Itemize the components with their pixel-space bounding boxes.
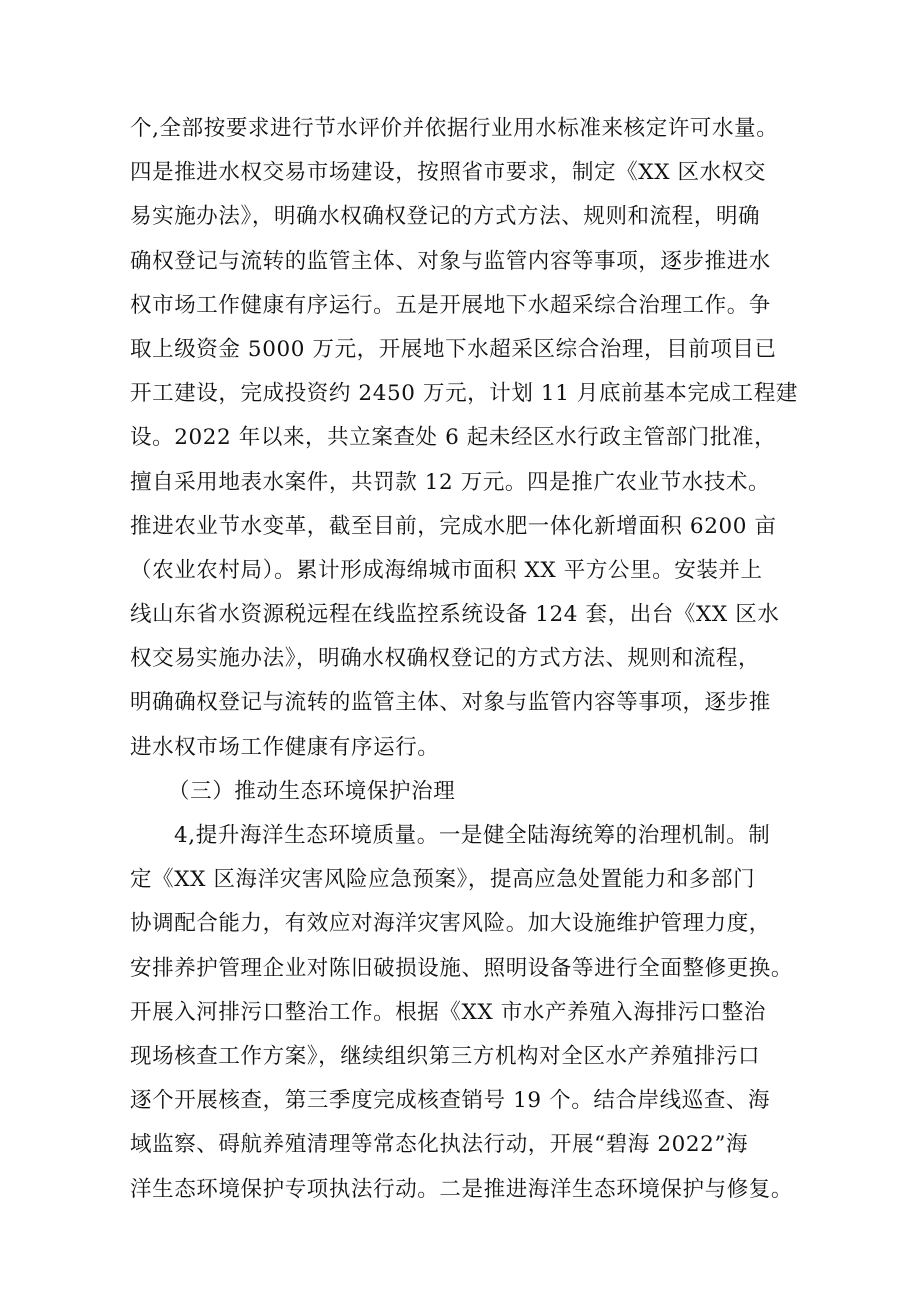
body-line: 安排养护管理企业对陈旧破损设施、照明设备等进行全面整修更换。 xyxy=(130,955,794,981)
body-line: 推进农业节水变革，截至目前，完成水肥一体化新增面积 6200 亩 xyxy=(130,513,777,539)
body-line: 定《XX 区海洋灾害风险应急预案》，提高应急处置能力和多部门 xyxy=(130,867,756,893)
body-line: 开工建设，完成投资约 2450 万元，计划 11 月底前基本完成工程建 xyxy=(130,381,798,407)
body-line: 取上级资金 5000 万元，开展地下水超采区综合治理，目前项目已 xyxy=(130,336,777,362)
body-line: （农业农村局）。累计形成海绵城市面积 XX 平方公里。安装并上 xyxy=(130,557,763,583)
body-line: 逐个开展核查，第三季度完成核查销号 19 个。结合岸线巡查、海 xyxy=(130,1088,771,1114)
body-line: 明确确权登记与流转的监管主体、对象与监管内容等事项，逐步推 xyxy=(130,690,771,716)
body-line: 现场核查工作方案》，继续组织第三方机构对全区水产养殖排污口 xyxy=(130,1043,761,1069)
body-line: 进水权市场工作健康有序运行。 xyxy=(130,734,440,760)
body-line: 线山东省水资源税远程在线监控系统设备 124 套，出台《XX 区水 xyxy=(130,602,780,628)
body-line: 权市场工作健康有序运行。五是开展地下水超采综合治理工作。争 xyxy=(130,292,771,318)
body-line: 开展入河排污口整治工作。根据《XX 市水产养殖入海排污口整治 xyxy=(130,999,766,1025)
body-line: 权交易实施办法》，明确水权确权登记的方式方法、规则和流程， xyxy=(130,646,761,672)
document-body xyxy=(130,107,810,1212)
section-heading: （三）推动生态环境保护治理 xyxy=(168,778,456,804)
body-line: 确权登记与流转的监管主体、对象与监管内容等事项，逐步推进水 xyxy=(130,248,771,274)
body-line: 擅自采用地表水案件，共罚款 12 万元。四是推广农业节水技术。 xyxy=(130,469,771,495)
body-line: 易实施办法》，明确水权确权登记的方式方法、规则和流程，明确 xyxy=(130,204,761,230)
body-line: 洋生态环境保护专项执法行动。二是推进海洋生态环境保护与修复。 xyxy=(130,1176,794,1202)
body-line: 个,全部按要求进行节水评价并依据行业用水标准来核定许可水量。 xyxy=(130,116,779,141)
body-line: 设。2022 年以来，共立案查处 6 起未经区水行政主管部门批准， xyxy=(130,425,777,451)
body-line: 协调配合能力，有效应对海洋灾害风险。加大设施维护管理力度， xyxy=(130,911,771,937)
paragraph-first-line: 4,提升海洋生态环境质量。一是健全陆海统筹的治理机制。制 xyxy=(174,823,771,848)
body-line: 域监察、碍航养殖清理等常态化执法行动，开展“碧海 2022”海 xyxy=(130,1132,749,1158)
body-line: 四是推进水权交易市场建设，按照省市要求，制定《XX 区水权交 xyxy=(130,160,766,186)
